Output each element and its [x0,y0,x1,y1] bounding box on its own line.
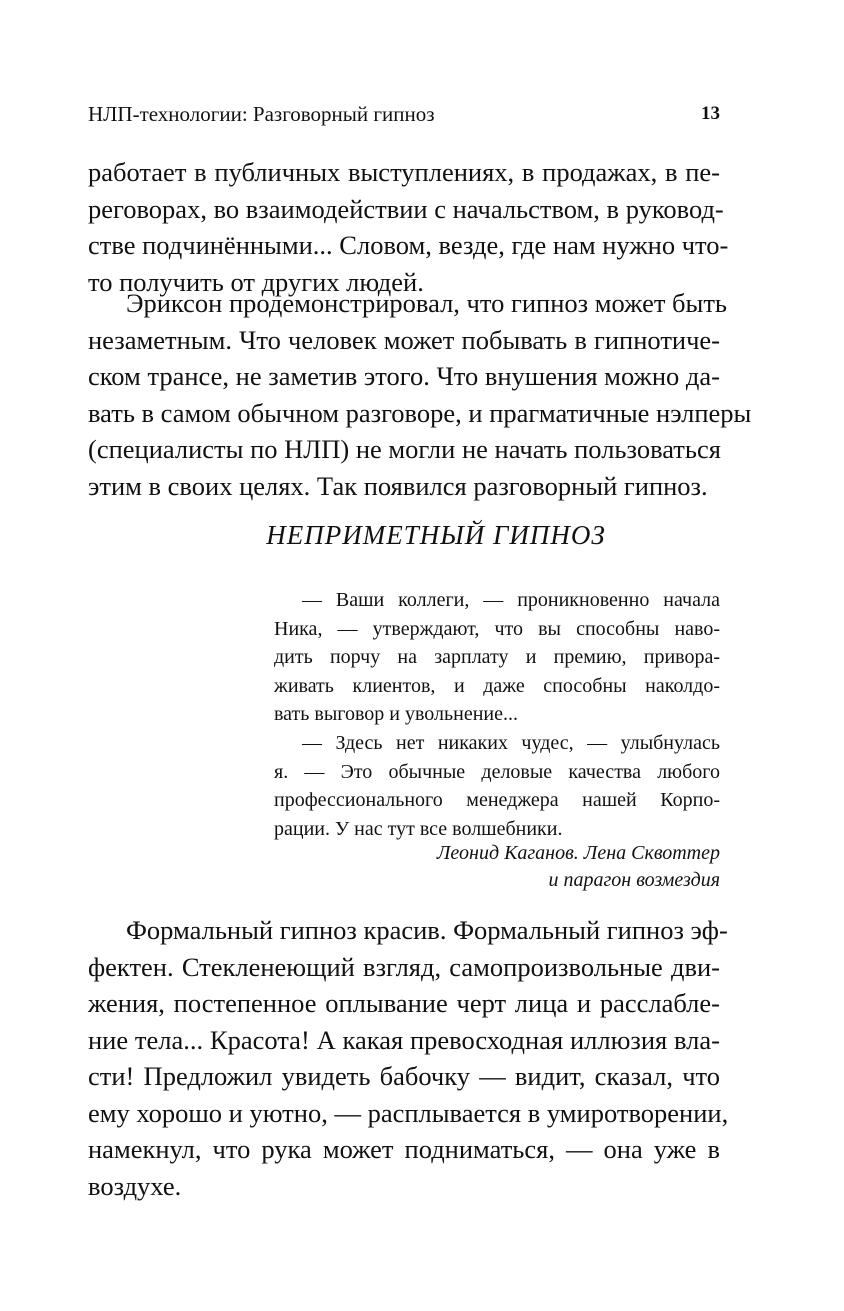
paragraph-line: ему хорошо и уютно, — расплывается в умиротворении, [88,1097,729,1128]
epigraph-line: профессионального менеджера нашей Корпо- [274,789,720,812]
epigraph-line: вать выговор и увольнение... [274,703,519,726]
paragraph-3 [88,912,729,1204]
running-title: НЛП-технологии: Разговорный гипноз [88,102,435,126]
paragraph-line: ние тела... Красота! А какая превосходная иллюзия вла- [88,1024,720,1055]
paragraph-line: намекнул, что рука может подниматься, — она уже в [88,1134,720,1164]
paragraph-line: работает в публичных выступлениях, в продажах, в пе- [88,157,720,187]
paragraph-2 [88,285,752,504]
epigraph-attribution [437,840,720,894]
epigraph-line: Ника, — утверждают, что вы способны наво- [274,617,720,640]
attribution-title-continued: и парагон возмездия [548,869,720,891]
attribution-author-title: Леонид Каганов. Лена Сквоттер [436,842,720,864]
paragraph-line: сти! Предложил увидеть бабочку — видит, сказал, что [88,1061,720,1091]
paragraph-line: фектен. Стекленеющий взгляд, самопроизвольные дви- [88,951,720,982]
epigraph [274,586,720,843]
epigraph-line: — Здесь нет никаких чудес, — улыбнулась [302,731,720,754]
epigraph-line: я. — Это обычные деловые качества любого [274,760,720,783]
paragraph-line: ском трансе, не заметив этого. Что внушения можно да- [88,361,720,391]
epigraph-line: — Ваши коллеги, — проникновенно начала [302,589,720,611]
epigraph-line: живать клиентов, и даже способны наколдо- [274,674,720,697]
paragraph-1 [88,154,729,300]
epigraph-line: дить порчу на зарплату и премию, привора- [274,646,720,669]
section-title: НЕПРИМЕТНЫЙ ГИПНОЗ [266,520,606,550]
paragraph-line: незаметным. Что человек может побывать в гипнотиче- [88,324,720,355]
paragraph-line: вать в самом обычном разговоре, и прагматичные нэлперы [88,397,752,428]
paragraph-line: стве подчинёнными... Словом, везде, где нам нужно что- [88,230,729,260]
paragraph-line: жения, постепенное оплывание черт лица и расслабле- [88,988,720,1018]
page-number: 13 [701,103,720,124]
epigraph-line: рации. У нас тут все волшебники. [274,817,563,840]
paragraph-line: (специалисты по НЛП) не могли не начать пользоваться [88,434,721,464]
paragraph-line: то получить от других людей. [88,266,424,297]
paragraph-line: этим в своих целях. Так появился разговорный гипноз. [88,470,708,501]
paragraph-line: воздухе. [88,1170,182,1201]
paragraph-line: реговорах, во взаимодействии с начальством, в руковод- [88,193,724,224]
paragraph-line: Формальный гипноз красив. Формальный гипноз эф- [126,915,728,945]
paragraph-line: Эриксон продемонстрировал, что гипноз может быть [126,288,727,318]
